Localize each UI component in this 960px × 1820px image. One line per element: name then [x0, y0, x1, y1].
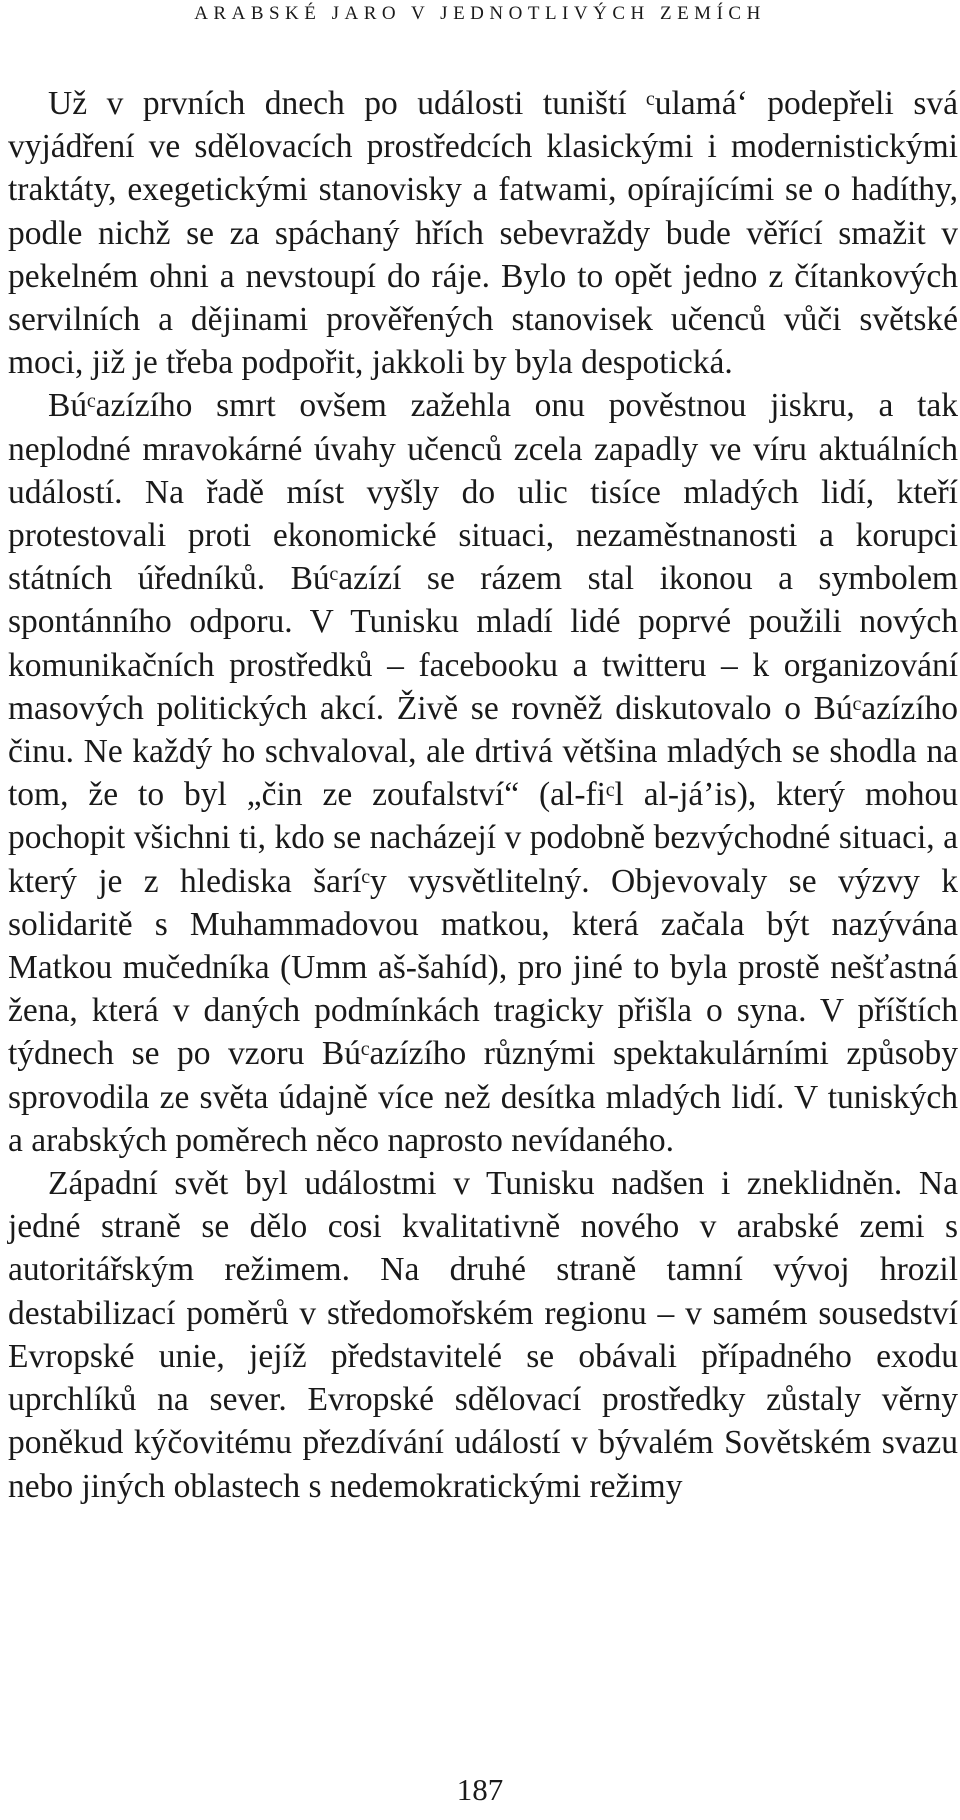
running-head: ARABSKÉ JARO V JEDNOTLIVÝCH ZEMÍCH — [194, 3, 766, 24]
paragraph: Západní svět byl událostmi v Tunisku nadšen i zneklidněn. Na jedné straně se dělo cosi kvalitativně nového v arabské zemi s autoritářským režimem. Na druhé straně tamní vývoj hrozil destabilizací poměrů v středomořském regionu – v samém sousedství Evropské unie, jejíž představitelé se obávali případného exodu uprchlíků na sever. Evropské sdělovací prostředky zůstaly věrny poněkud kýčovitému přezdívání událostí v bývalém Sovětském svazu nebo jiných oblastech s nedemokratickými režimy — [8, 1165, 958, 1505]
paragraph: Búᶜazízího smrt ovšem zažehla onu pověstnou jiskru, a tak neplodné mravokárné úvahy učenců zcela zapadly ve víru aktuálních událostí. Na řadě míst vyšly do ulic tisíce mladých lidí, kteří protestovali proti ekonomické situaci, nezaměstnanosti a korupci státních úředníků. Búᶜazízí se rázem stal ikonou a symbolem spontánního odporu. V Tunisku mladí lidé poprvé použili nových komunikačních prostředků – facebooku a twitteru – k organizování masových politických akcí. Živě se rovněž diskutovalo o Búᶜazízího činu. Ne každý ho schvaloval, ale drtivá většina mladých se shodla na tom, že to byl „čin ze zoufalství“ (al-fiᶜl al-já’is), který mohou pochopit všichni ti, kdo se nacházejí v podobně bezvýchodné situaci, a který je z hlediska šaríᶜy vysvětlitelný. Objevovaly se výzvy k solidaritě s Muhammadovou matkou, která začala být nazývána Matkou mučedníka (Umm aš-šahíd), pro jiné to byla prostě nešťastná žena, která v daných podmínkách tragicky přišla o syna. V příštích týdnech se po vzoru Búᶜazízího různými spektakulárními způsoby sprovodila ze světa údajně více než desítka mladých lidí. V tuniských a arabských poměrech něco naprosto nevídaného. — [8, 387, 958, 1159]
main-text — [8, 82, 958, 1508]
page-number: 187 — [456, 1772, 504, 1807]
paragraph: Už v prvních dnech po události tuniští ᶜulamá‘ podepřeli svá vyjádření ve sdělovacích prostředcích klasickými i modernistickými traktáty, exegetickými stanovisky a fatwami, opírajícími se o hadíthy, podle nichž se za spáchaný hřích sebevraždy bude věřící smažit v pekelném ohni a nevstoupí do ráje. Bylo to opět jedno z čítankových servilních a dějinami prověřených stanovisek učenců vůči světské moci, již je třeba podpořit, jakkoli by byla despotická. — [8, 85, 958, 382]
